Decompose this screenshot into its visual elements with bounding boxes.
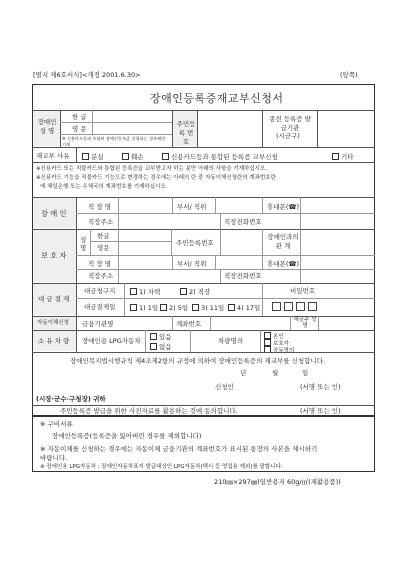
- lpg-vehicle-label: 장애인용 LPG자동차: [82, 337, 141, 345]
- reason-damaged[interactable]: 훼손: [122, 153, 144, 161]
- pin-digit-3[interactable]: [296, 302, 305, 311]
- form-reference: [별지 제6호서식]<개정 2001.6.30>: [33, 71, 141, 79]
- payment-day-11[interactable]: 3) 11일: [192, 304, 224, 312]
- day-11-checkbox[interactable]: [192, 304, 199, 311]
- guardian-section-label: 보 호 자: [41, 251, 67, 260]
- card-pay-label: 대 금 결 제: [38, 295, 70, 303]
- rrn-label: 주민등록 번 호: [176, 120, 196, 146]
- note-3: 에 체일은행 또는 우체국의 계좌번호를 기재하십시오.: [40, 184, 168, 190]
- guardian-rrn-label: 주민등록번호: [176, 239, 214, 247]
- pin-label: 비밀번호: [290, 287, 316, 295]
- car-owner-label: 차량명의: [218, 337, 244, 345]
- docs-item-2a: ※ 자동이체를 신청하는 경우에는 자동이체 금융기관의 계좌번호가 표시된 통장의 사본을 제시하기: [40, 445, 318, 453]
- reason-other[interactable]: 기타: [332, 153, 354, 161]
- guardian-workplace-label: 직 장 명: [88, 260, 111, 268]
- vehicle-no[interactable]: 없음: [150, 343, 172, 351]
- owner-guardian-checkbox[interactable]: [264, 339, 271, 346]
- reason-integrated[interactable]: 신용카드등과 통합된 등록증 교부신청: [162, 153, 278, 161]
- owner-guardian[interactable]: 보호자: [264, 339, 289, 348]
- billing-home[interactable]: 1) 자택: [130, 288, 160, 296]
- year-label: 년: [240, 369, 247, 377]
- day-label: 일: [302, 369, 309, 377]
- issuing-office-sub: (시군구): [276, 132, 300, 140]
- vehicle-no-checkbox[interactable]: [150, 343, 157, 350]
- billing-work-checkbox[interactable]: [180, 288, 187, 295]
- payment-day-label: 대금결제일: [84, 303, 116, 311]
- payment-day-17[interactable]: 4) 17일: [228, 304, 260, 312]
- disabled-mobile-label: 휴대폰(☎): [267, 203, 300, 211]
- consent-text: 주민등록증 발급을 위한 사진자료를 활용하는 것에 동의합니다.: [60, 407, 238, 415]
- reason-lost[interactable]: 분실: [82, 153, 104, 161]
- phone-icon: ☎: [288, 203, 297, 211]
- reason-damaged-checkbox[interactable]: [122, 153, 129, 160]
- docs-title: ※ 구비서류: [40, 420, 73, 428]
- month-label: 월: [272, 369, 279, 377]
- billing-work[interactable]: 2) 직장: [180, 288, 210, 296]
- docs-item-1: 장애인등록증(등록증을 잃어버린 경우를 제외합니다): [52, 432, 202, 440]
- pin-digit-1[interactable]: [272, 302, 281, 311]
- vehicle-label: 소 유 차 량: [38, 337, 70, 345]
- day-5-checkbox[interactable]: [160, 304, 167, 311]
- guardian-dept-label: 부서/ 직위: [177, 260, 207, 268]
- disabled-section-label: 장 애 인: [41, 209, 67, 218]
- applicant-hangul-label: 한 글: [72, 113, 87, 121]
- paper-spec: 210㎜×297㎜(일반용지 60g/㎡(재활용품)): [214, 478, 341, 486]
- side-note: (앞쪽): [340, 71, 358, 79]
- day-17-checkbox[interactable]: [228, 304, 235, 311]
- applicant-english-label: 영 문: [72, 125, 87, 133]
- owner-self[interactable]: 본인: [264, 332, 284, 341]
- payment-day-5[interactable]: 2) 5일: [160, 304, 188, 312]
- recipient: (시장·군수·구청장) 귀하: [36, 395, 106, 403]
- payment-day-1[interactable]: 1) 1일: [130, 304, 158, 312]
- phone-icon: ☎: [288, 260, 297, 268]
- issuing-office-label: 종전 등록증 발급기관: [269, 115, 311, 132]
- docs-item-3: ※ 장애인용 LPG자동차 : 장애인자동차표지 발급대상인 LPG자동차(택시 등 영업용 제외)를 말합니다.: [40, 464, 283, 470]
- docs-item-2b: 바랍니다.: [40, 454, 68, 462]
- guardian-work-address-label: 직장주소: [88, 272, 114, 280]
- billing-address-label: 대금청구지: [84, 287, 116, 295]
- owner-self-checkbox[interactable]: [264, 332, 271, 339]
- owner-joint[interactable]: 공동명의: [264, 346, 294, 355]
- pin-digit-4[interactable]: [308, 302, 317, 311]
- disabled-work-phone-label: 직장전화번호: [224, 218, 262, 226]
- applicant-signature[interactable]: (서명 또는 인): [300, 383, 341, 391]
- bank-label: 금융기관명: [82, 320, 114, 328]
- disabled-dept-label: 부서/ 직위: [177, 203, 207, 211]
- reason-other-checkbox[interactable]: [332, 153, 339, 160]
- guardian-work-phone-label: 직장전화번호: [224, 272, 262, 280]
- holder-label: 예금주 성 명: [293, 317, 317, 329]
- pin-digit-2[interactable]: [284, 302, 293, 311]
- reason-label: 재교부 사유: [36, 152, 70, 160]
- guardian-name-label: 성 명: [80, 236, 87, 252]
- page-title: 장애인등록증재교부신청서: [150, 92, 284, 105]
- note-1: ※신용카드 또는 직불카드와 통합된 등록증을 교부받고자 하는 분만 아래의 사항을 기재하십시오.: [36, 166, 268, 172]
- guardian-mobile-label: 휴대폰(☎): [267, 260, 300, 268]
- disabled-workplace-label: 직 장 명: [88, 203, 111, 211]
- auto-transfer-label: 자동이체신청: [37, 320, 69, 326]
- applicant-sign-label: 신청인: [215, 383, 234, 391]
- reason-integrated-checkbox[interactable]: [162, 153, 169, 160]
- account-label: 계좌번호: [176, 320, 202, 328]
- guardian-english-label: 영문: [97, 244, 110, 252]
- day-1-checkbox[interactable]: [130, 304, 137, 311]
- reason-lost-checkbox[interactable]: [82, 153, 89, 160]
- guardian-relation-label: 장애인과의 관 계: [267, 233, 299, 250]
- billing-home-checkbox[interactable]: [130, 288, 137, 295]
- guardian-hangul-label: 한글: [97, 232, 110, 240]
- disabled-work-address-label: 직장주소: [88, 218, 114, 226]
- declaration-text: 장애인복지법시행규칙 제4조제2항의 규정에 의하여 장애인등록증의 재교부를 신청합니다.: [70, 357, 326, 365]
- applicant-label: 장애인 성 명: [37, 118, 57, 135]
- note-2: ※신용카드 기능을 직불카드 기능으로 변경하는 경우에는 아래의 란 중 자동이체신청란의 계좌번호란: [36, 175, 276, 181]
- vehicle-yes-checkbox[interactable]: [150, 333, 157, 340]
- consent-signature[interactable]: (서명 또는 인): [300, 407, 341, 415]
- applicant-note: ※ 신용카드등과 통합된 장애인등록증 신청하는 경우에만 기재: [62, 136, 166, 147]
- vehicle-yes[interactable]: 있음: [150, 333, 172, 341]
